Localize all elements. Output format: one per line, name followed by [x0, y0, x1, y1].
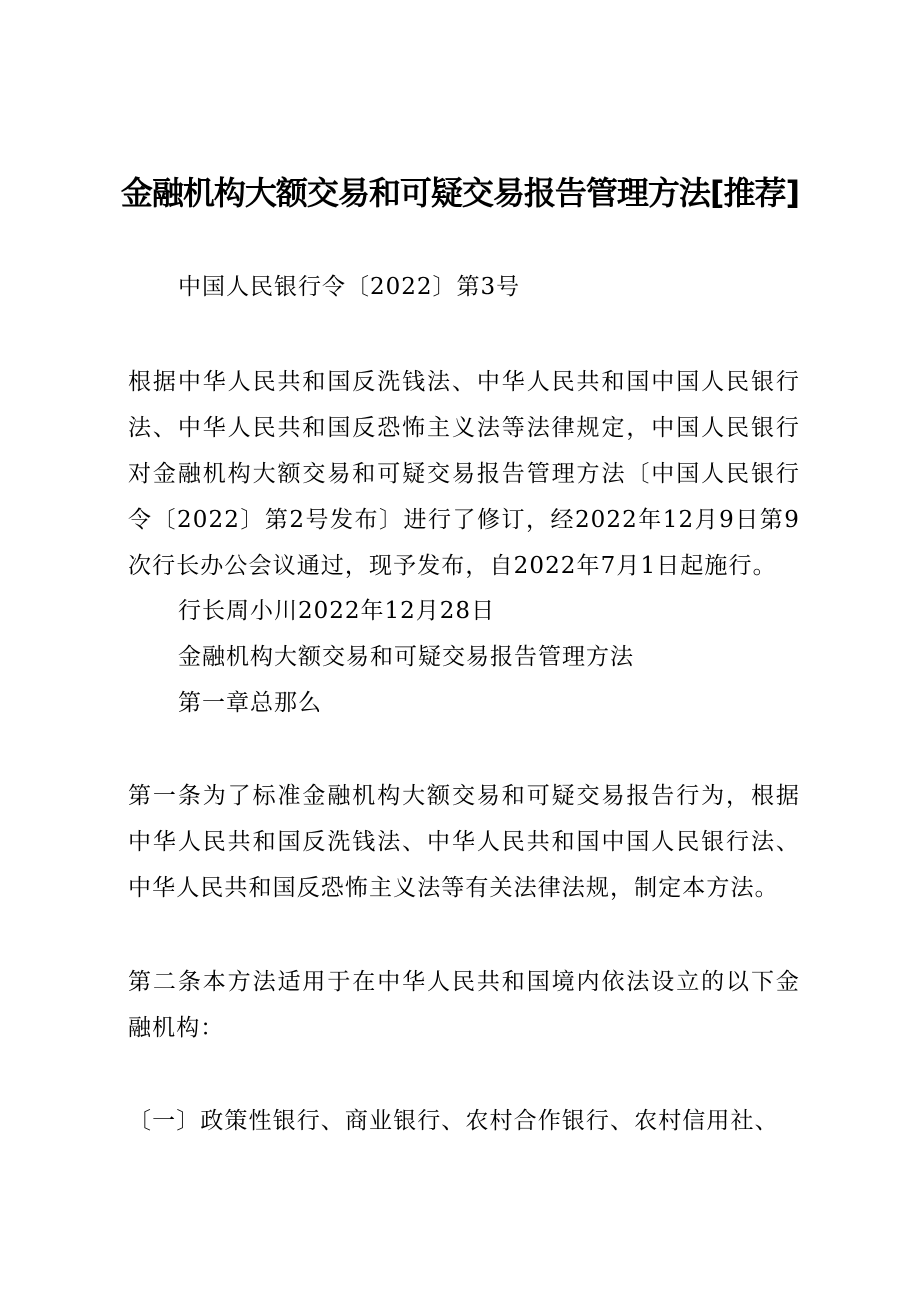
document-title: 金融机构大额交易和可疑交易报告管理方法[推荐] — [120, 174, 800, 212]
order-number: 中国人民银行令〔2022〕第3号 — [178, 274, 521, 300]
rule-title: 金融机构大额交易和可疑交易报告管理方法 — [178, 644, 634, 670]
signature-line: 行长周小川2022年12月28日 — [178, 598, 496, 624]
preamble-paragraph: 根据中华人民共和国反洗钱法、中华人民共和国中国人民银行法、中华人民共和国反恐怖主义法等法律规定，中国人民银行对金融机构大额交易和可疑交易报告管理方法〔中国人民银行令〔2022〕第2号发布〕进行了修订，经2022年12月9日第9次行长办公会议通过，现予发布，自2022年7月1日起施行。 — [128, 369, 800, 579]
article-1-paragraph: 第一条为了标准金融机构大额交易和可疑交易报告行为，根据中华人民共和国反洗钱法、中华人民共和国中国人民银行法、中华人民共和国反恐怖主义法等有关法律法规，制定本方法。 — [128, 783, 800, 901]
article-2-paragraph: 第二条本方法适用于在中华人民共和国境内依法设立的以下金融机构： — [128, 969, 800, 1041]
chapter-heading: 第一章总那么 — [178, 690, 322, 716]
list-item-1: 〔一〕政策性银行、商业银行、农村合作银行、农村信用社、 — [128, 1108, 779, 1134]
